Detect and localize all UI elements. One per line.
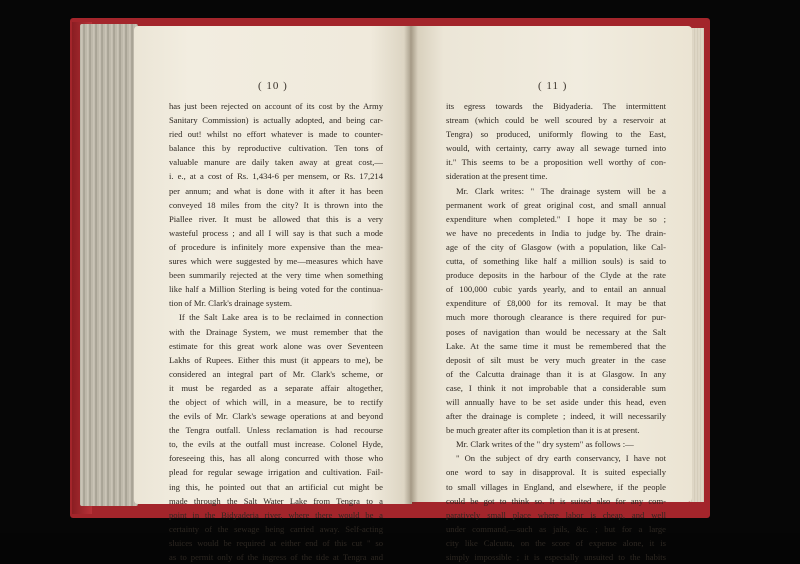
text-line: i. e., at a cost of Rs. 1,434-6 per mensem, or Rs. 17,214: [169, 171, 383, 182]
text-line: the Tengra outfall. Unless reclamation is had recourse: [169, 425, 383, 436]
text-line: after the drainage is complete ; indeed, it will necessarily: [446, 411, 666, 422]
text-line: with the Drainage System, we must remember that the: [169, 326, 383, 337]
text-line: Piallee river. It must be allowed that this is a very: [169, 213, 383, 224]
text-line: plead for regular sewage irrigation and cultivation. Fail-: [169, 467, 383, 478]
text-line: sideration at the present time.: [446, 171, 548, 182]
text-line: made through the Salt Water Lake from Tengra to a: [169, 495, 383, 506]
text-line: expenditure when completed." I hope it may be so ;: [446, 213, 666, 224]
text-line: produce deposits in the harbour of the Clyde at the rate: [446, 270, 666, 281]
text-line: paratively small place where labor is cheap, and well: [446, 509, 666, 520]
text-line: be much greater after its completion than it is at present.: [446, 425, 640, 436]
text-line: of the Calcutta drainage than it is at Glasgow. In any: [446, 368, 666, 379]
text-line: considered an integral part of Mr. Clark's scheme, or: [169, 368, 383, 379]
text-line: much more thorough clearance is there required for pur-: [446, 312, 666, 323]
text-line: sures which were suggested by me—measures which have: [169, 256, 383, 267]
text-line: would, with certainty, carry away all sewage turned into: [446, 143, 666, 154]
text-line: " On the subject of dry earth conservancy, I have not: [456, 453, 666, 464]
text-line: Mr. Clark writes: " The drainage system will be a: [456, 185, 666, 196]
text-line: of 100,000 cubic yards yearly, and to entail an annual: [446, 284, 666, 295]
right-page: [410, 26, 692, 562]
text-line: permanent work of great original cost, and small annual: [446, 199, 666, 210]
page-number-right: ( 11 ): [538, 80, 568, 92]
text-line: simply impossible ; it is especially unsuited to the habits: [446, 552, 666, 562]
text-line: wasteful process ; and all I will say is that such a mode: [169, 227, 383, 238]
text-line: per annum; and what is done with it after it has been: [169, 185, 383, 196]
text-line: one word to say in disapproval. It is suited especially: [446, 467, 666, 478]
text-line: certainty of the sewage being carried away. Self-acting: [169, 523, 383, 534]
text-line: it must be regarded as a separate affair altogether,: [169, 382, 383, 393]
text-line: Tengra) so produced, uniformly flowing to the East,: [446, 129, 666, 140]
text-line: of procedure is infinitely more expensive than the mea-: [169, 241, 383, 252]
text-line: we have no precedents in India to judge by. The drain-: [446, 227, 666, 238]
book-gutter-shadow: [404, 26, 418, 504]
text-line: age of the city of Glasgow (with a population, like Cal-: [446, 241, 666, 252]
text-line: under command,—such as jails, &c. ; but for a large: [446, 523, 666, 534]
text-line: valuable manure are daily taken away at great cost,—: [169, 157, 383, 168]
right-page-text: [446, 99, 666, 564]
text-line: expenditure of £8,000 for its removal. It may be that: [446, 298, 666, 309]
text-line: to, the evils at the outfall must increase. Colonel Hyde,: [169, 439, 383, 450]
text-line: like half a Million Sterling is being voted for the continua-: [169, 284, 383, 295]
text-line: its egress towards the Bidyaderia. The intermittent: [446, 101, 666, 111]
text-line: it." This seems to be a proposition well worthy of con-: [446, 157, 666, 168]
page-block-edges-right: [690, 28, 704, 502]
left-page-text: [169, 99, 383, 564]
page-number-left: ( 10 ): [258, 80, 288, 92]
text-line: deposit of silt must be very much greater in the case: [446, 354, 666, 365]
text-line: ried out! whilst no effort whatever is made to counter-: [169, 129, 383, 140]
text-line: city like Calcutta, on the score of expense alone, it is: [446, 537, 666, 548]
text-line: estimate for this great work alone was over Seventeen: [169, 340, 383, 351]
text-line: sluices would be required at either end of this cut " so: [169, 537, 383, 548]
text-line: cutta, of something like half a million souls) is said to: [446, 256, 666, 267]
text-line: could be got to think so. It is suited also for any com-: [446, 495, 666, 506]
text-line: been summarily rejected at the very time when something: [169, 270, 383, 281]
text-line: case, I think it not improbable that a considerable sum: [446, 382, 666, 393]
left-page: [134, 26, 412, 562]
text-line: foreseeing this, has all along concurred with those who: [169, 453, 383, 464]
text-line: the object of which will, in a measure, be to rectify: [169, 396, 383, 407]
text-line: Sanitary Commission) is actually adopted, and being car-: [169, 115, 383, 126]
text-line: will annually have to be set aside under this head, even: [446, 396, 666, 407]
text-line: Lake. At the same time it must be remembered that the: [446, 340, 666, 351]
text-line: ing this, he pointed out that an artificial cut might be: [169, 481, 383, 492]
text-line: the evils of Mr. Clark's sewage operations at and beyond: [169, 411, 383, 422]
text-line: to small villages in England, and elsewhere, if the people: [446, 481, 666, 492]
text-line: has just been rejected on account of its cost by the Army: [169, 101, 383, 111]
text-line: Mr. Clark writes of the " dry system" as follows :—: [456, 439, 634, 450]
text-line: tion of Mr. Clark's drainage system.: [169, 298, 293, 309]
text-line: point in the Bidyaderia river, where there would be a: [169, 509, 383, 520]
text-line: If the Salt Lake area is to be reclaimed in connection: [179, 312, 383, 323]
page-block-edges: [80, 24, 138, 506]
text-line: conveyed 18 miles from the city? It is thrown into the: [169, 199, 383, 210]
text-line: as to permit only of the ingress of the tide at Tengra and: [169, 552, 383, 562]
text-line: Lakhs of Rupees. Either this must (it appears to me), be: [169, 354, 383, 365]
text-line: poses of navigation than would be necessary at the Salt: [446, 326, 666, 337]
text-line: stream (which could be well scoured by a reservoir at: [446, 115, 666, 126]
text-line: balance this by reproductive cultivation. Ten tons of: [169, 143, 383, 154]
